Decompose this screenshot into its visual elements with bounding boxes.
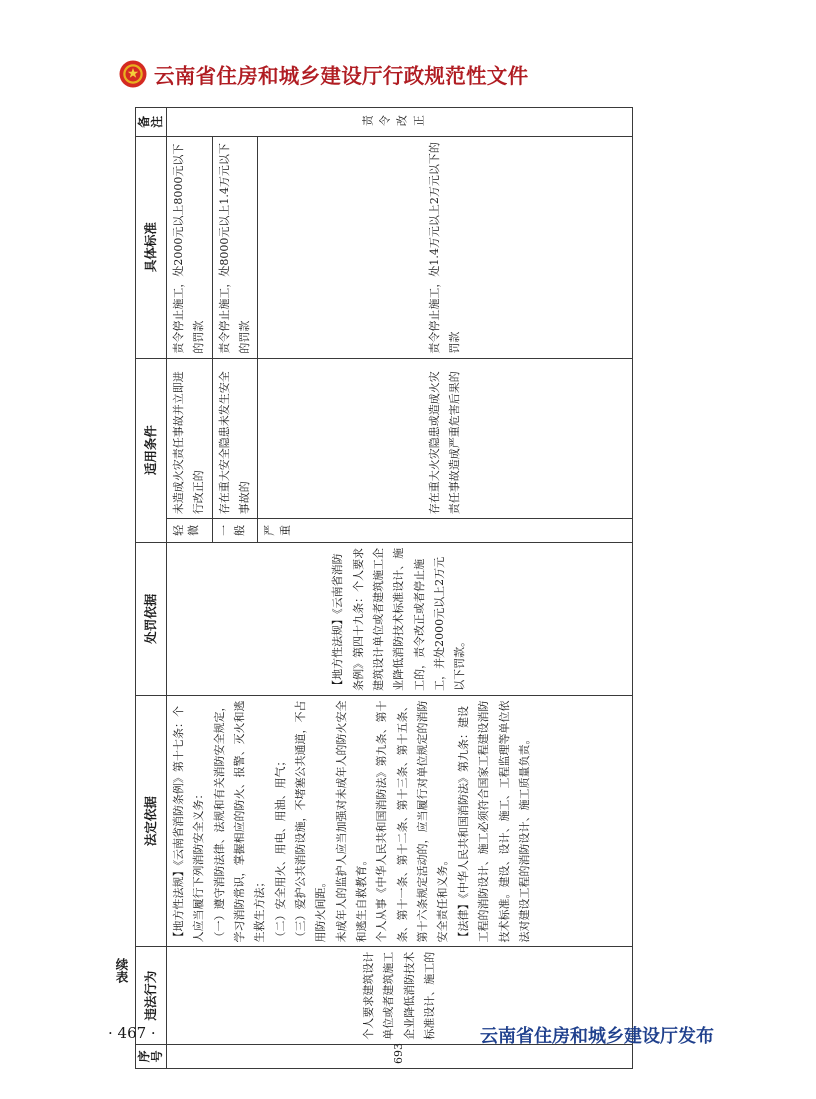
basis-para: 【地方性法规】《云南省消防条例》第十七条：个人应当履行下列消防安全义务： [172, 705, 206, 943]
row-penalty-basis: 【地方性法规】《云南省消防条例》第四十九条：个人要求建筑设计单位或者建筑施工企业降低消防技术标准设计、施工的，责令改正或者停止施工，并处2000元以上2万元以下罚款。 [167, 542, 633, 695]
basis-para: 个人从事《中华人民共和国消防法》第九条、第十条、第十一条、第十二条、第十三条、第十五条、第十六条规定活动的，应当履行对单位规定的消防安全责任和义务。 [375, 700, 450, 943]
table-header-row [136, 108, 167, 1069]
level-standard: 责令停止施工，处1.4万元以上2万元以下的罚款 [258, 136, 633, 358]
row-act: 个人要求建筑设计单位或者建筑施工企业降低消防技术标准设计、施工的 [167, 947, 633, 1044]
header-penalty-basis: 处罚依据 [136, 542, 167, 695]
table-continuation-label: 续表 [114, 958, 129, 983]
header-basis: 法定依据 [136, 695, 167, 947]
national-emblem-icon [118, 59, 148, 89]
level-condition: 未造成火灾责任事故并立即进行改正的 [167, 358, 213, 519]
basis-para: （一）遵守消防法律、法规和有关消防安全规定，学习消防常识，掌握相应的防火、报警、灭火和逃生救生方法； [212, 700, 267, 943]
table-row [167, 108, 213, 1069]
header-condition: 适用条件 [136, 358, 167, 542]
penalty-table [135, 107, 633, 1069]
level-standard: 责令停止施工，处8000元以上1.4万元以下的罚款 [212, 136, 258, 358]
basis-para: 【法律】《中华人民共和国消防法》第九条：建设工程的消防设计、施工必须符合国家工程建设消防技术标准。建设、设计、施工、工程监理等单位依法对建设工程的消防设计、施工质量负责。 [456, 700, 531, 943]
level-label: 一般 [212, 519, 258, 542]
level-condition: 存在重大火灾隐患或造成火灾责任事故造成严重危害后果的 [258, 358, 633, 519]
level-label: 轻微 [167, 519, 213, 542]
header-note: 备 注 [136, 108, 167, 137]
footer-publisher: 云南省住房和城乡建设厅发布 [480, 1026, 714, 1047]
header-standard: 具体标准 [136, 136, 167, 358]
header-act: 违法行为 [136, 947, 167, 1044]
header-num: 序 号 [136, 1044, 167, 1068]
basis-para: （二）安全用火、用电、用油、用气； [273, 755, 287, 943]
row-legal-basis [167, 695, 633, 947]
basis-para: 未成年人的监护人应当加强对未成年人的防火安全和逃生自救教育。 [334, 700, 369, 943]
note-text: 责令改正 [361, 114, 430, 128]
level-standard: 责令停止施工，处2000元以上8000元以下的罚款 [167, 136, 213, 358]
level-condition: 存在重大安全隐患未发生安全事故的 [212, 358, 258, 519]
basis-para: （三）爱护公共消防设施，不堵塞公共通道，不占用防火间距。 [294, 700, 328, 943]
level-label: 严重 [258, 519, 633, 542]
row-num: 693 [167, 1044, 633, 1068]
header-title: 云南省住房和城乡建设厅行政规范性文件 [154, 64, 529, 88]
page-number: · 467 · [108, 1024, 156, 1042]
row-note [167, 108, 633, 137]
document-header [118, 56, 528, 92]
